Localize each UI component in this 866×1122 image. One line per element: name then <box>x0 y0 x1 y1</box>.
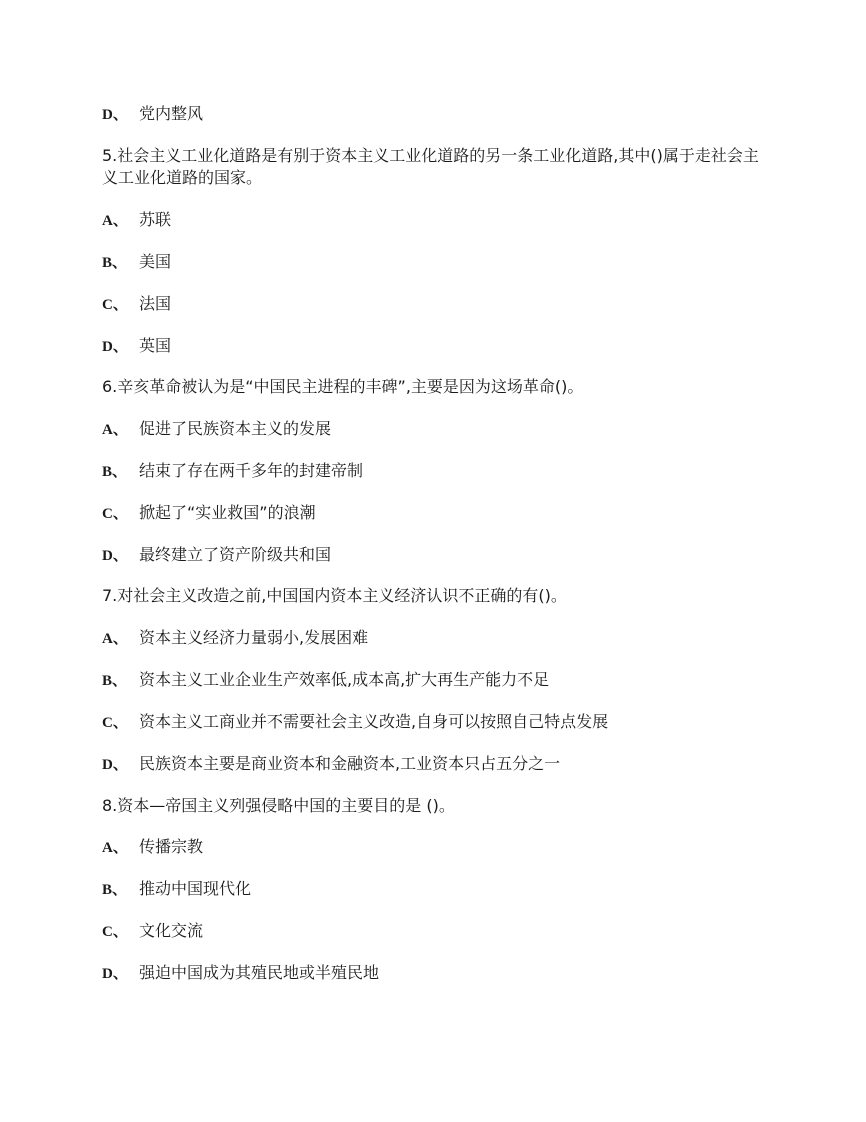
option-letter: D、 <box>102 966 128 982</box>
question-7: 7.对社会主义改造之前,中国国内资本主义经济认识不正确的有()。 <box>102 586 567 605</box>
option-text: 苏联 <box>139 210 172 229</box>
option-q5-d <box>102 335 171 358</box>
option-text: 结束了存在两千多年的封建帝制 <box>139 461 364 480</box>
option-text: 英国 <box>139 336 172 355</box>
option-letter: D、 <box>102 107 128 123</box>
option-letter: B、 <box>102 464 128 480</box>
option-letter: D、 <box>102 757 128 773</box>
option-q6-d <box>102 544 331 567</box>
option-q5-a <box>102 209 171 232</box>
option-text: 党内整风 <box>139 104 204 123</box>
option-letter: C、 <box>102 297 128 313</box>
option-text: 促进了民族资本主义的发展 <box>139 419 332 438</box>
option-q7-c <box>102 711 608 734</box>
option-letter: B、 <box>102 673 128 689</box>
option-q8-d <box>102 962 379 985</box>
option-text: 掀起了“实业救国”的浪潮 <box>139 503 316 522</box>
option-text: 法国 <box>139 294 172 313</box>
option-letter: B、 <box>102 882 128 898</box>
option-letter: D、 <box>102 548 128 564</box>
option-q8-c <box>102 920 203 943</box>
option-text: 资本主义工业企业生产效率低,成本高,扩大再生产能力不足 <box>139 670 550 689</box>
option-q7-a <box>102 627 368 650</box>
option-letter: C、 <box>102 715 128 731</box>
option-letter: C、 <box>102 506 128 522</box>
option-text: 传播宗教 <box>139 837 204 856</box>
option-letter: A、 <box>102 213 128 229</box>
question-5: 5.社会主义工业化道路是有别于资本主义工业化道路的另一条工业化道路,其中()属于走社会主义工业化道路的国家。 <box>102 146 759 187</box>
option-text: 美国 <box>139 252 172 271</box>
option-letter: A、 <box>102 840 128 856</box>
option-q8-b <box>102 878 251 901</box>
option-letter: B、 <box>102 255 128 271</box>
question-6: 6.辛亥革命被认为是“中国民主进程的丰碑”,主要是因为这场革命()。 <box>102 377 584 396</box>
option-text: 最终建立了资产阶级共和国 <box>139 545 332 564</box>
option-text: 资本主义工商业并不需要社会主义改造,自身可以按照自己特点发展 <box>139 712 609 731</box>
option-q6-b <box>102 460 363 483</box>
option-q7-b <box>102 669 549 692</box>
option-q6-a <box>102 418 331 441</box>
option-q5-b <box>102 251 171 274</box>
option-q4-d <box>102 103 203 126</box>
option-q6-c <box>102 502 316 525</box>
question-8: 8.资本—帝国主义列强侵略中国的主要目的是 ()。 <box>102 796 455 815</box>
option-text: 民族资本主要是商业资本和金融资本,工业资本只占五分之一 <box>139 754 561 773</box>
option-letter: A、 <box>102 631 128 647</box>
option-q7-d <box>102 753 560 776</box>
option-letter: C、 <box>102 924 128 940</box>
option-text: 资本主义经济力量弱小,发展困难 <box>139 628 369 647</box>
option-text: 文化交流 <box>139 921 204 940</box>
option-letter: A、 <box>102 422 128 438</box>
option-q8-a <box>102 836 203 859</box>
option-text: 推动中国现代化 <box>139 879 252 898</box>
option-letter: D、 <box>102 339 128 355</box>
option-text: 强迫中国成为其殖民地或半殖民地 <box>139 963 380 982</box>
option-q5-c <box>102 293 171 316</box>
